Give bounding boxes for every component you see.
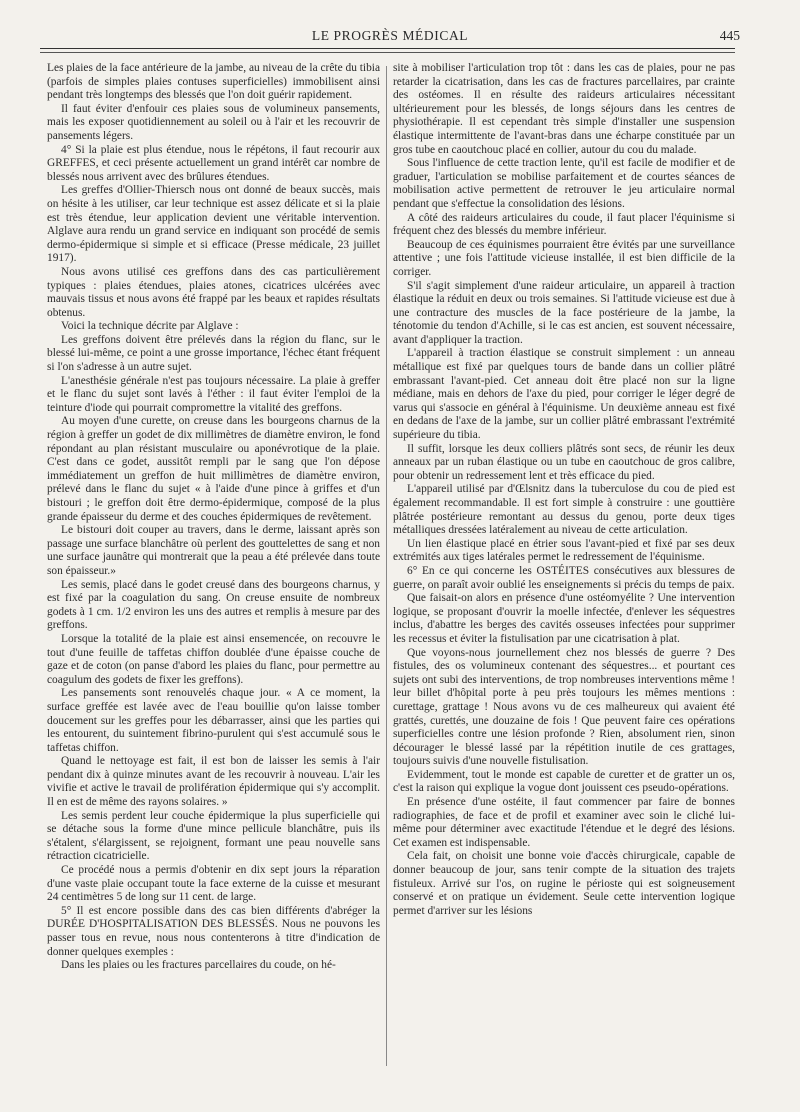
paragraph: Que voyons-nous journellement chez nos blessés de guerre ? Des fistules, des os volumineux contenant des séquestres... et pourtant ces sujets ont subi des interventions, de trop nombreuses interventions même ! leur billet d'hôpital porte à peu près toujours les mêmes mentions : curettage, grattage ! Nous avons vu de ces malheureux qui avaient été grattés, curettés, une douzaine de fois ! Que peuvent faire ces opérations superficielles contre une lésion profonde ? Rien, absolument rien, sinon décourager le blessé lassé par la répétition inutile de ces grattages, toujours suivis d'une nouvelle fistulisation. [393, 646, 735, 768]
paragraph: L'appareil à traction élastique se construit simplement : un anneau métallique est fixé par quelques tours de bande dans un collier plâtré embrassant l'avant-pied. Cet anneau doit être placé non sur la ligne médiane, mais en dehors de l'axe du pied, pour corriger le léger degré de varus qui s'associe en général à l'équinisme. Un deuxième anneau est fixé en dedans de l'axe de la jambe, sur un collier plâtré embrassant l'extrémité supérieure du tibia. [393, 347, 735, 442]
page-number: 445 [719, 28, 740, 43]
paragraph: Il faut éviter d'enfouir ces plaies sous de volumineux pansements, mais les exposer quotidiennement au soleil ou à l'air et les recouvrir de pansements légers. [47, 102, 380, 142]
paragraph: Dans les plaies ou les fractures parcellaires du coude, on hé- [61, 959, 336, 972]
paragraph: 5° Il est encore possible dans des cas bien différents d'abréger la DURÉE D'HOSPITALISATION DES BLESSÉS. Nous ne pouvons les passer tous en revue, nous nous contenterons à titre d'indication de donner quelques exemples : [47, 904, 380, 958]
paragraph: Cela fait, on choisit une bonne voie d'accès chirurgicale, capable de donner beaucoup de jour, sans tenir compte de la situation des trajets fistuleux. Arrivé sur l'os, on rugine le périoste qui est soigneusement conservé et on pratique un évidement. Seule cette intervention logique permet d'arriver sur les lésions [393, 850, 735, 917]
paragraph: Que faisait-on alors en présence d'une ostéomyélite ? Une intervention logique, se proposant d'ouvrir la moelle infectée, d'enlever les séquestres inclus, d'abattre les berges des cavités osseuses infectées pour supprimer les recessus et éviter la fistulisation par une cicatrisation à plat. [393, 592, 735, 645]
paragraph: Sous l'influence de cette traction lente, qu'il est facile de modifier et de graduer, l'articulation se mobilise parfaitement et de courtes séances de mobilisation active permettent de retrouver le jeu articulaire normal pendant que s'effectue la consolidation des lésions. [393, 157, 735, 210]
paragraph: Quand le nettoyage est fait, il est bon de laisser les semis à l'air pendant dix à quinze minutes avant de les recouvrir à nouveau. L'air les vivifie et active le travail de prolifération épidermique qui s'y accomplit. Il en est de même des rayons solaires. » [47, 755, 380, 809]
paragraph: Nous avons utilisé ces greffons dans des cas particulièrement typiques : plaies étendues, plaies atones, cicatrices ulcérées avec mauvais tissus et nous avons été frappé par les beaux et rapides résultats obtenus. [47, 265, 380, 319]
header-rule-thin [40, 52, 735, 53]
paragraph: Les semis, placé dans le godet creusé dans des bourgeons charnus, y est fixé par la coagulation du sang. On creuse ensuite de nombreux godets à 1 cm. 1/2 environ les uns des autres et remplis à mesure par des greffons. [47, 578, 380, 632]
paragraph: Evidemment, tout le monde est capable de curetter et de gratter un os, c'est la raison qui explique la vogue dont jouissent ces pseudo-opérations. [393, 768, 735, 795]
paragraph: Les greffons doivent être prélevés dans la région du flanc, sur le blessé lui-même, ce point a une grosse importance, l'échec étant fréquent si l'on s'adresse à un autre sujet. [47, 333, 380, 374]
paragraph: Voici la technique décrite par Alglave : [61, 320, 239, 333]
paragraph: Les pansements sont renouvelés chaque jour. « A ce moment, la surface greffée est lavée avec de l'eau bouillie qu'on laisse tomber doucement sur les greffes pour les débarrasser, ainsi que les parties qui les entourent, du suintement fibrino-purulent qui s'est accumulé sous le taffetas chiffon. [47, 687, 380, 754]
paragraph: Les greffes d'Ollier-Thiersch nous ont donné de beaux succès, mais on hésite à les utiliser, car leur technique est assez délicate et si la plaie est très étendue, leur application devient une véritable intervention. Alglave aura rendu un grand service en indiquant son procédé de semis dermo-épidermique si simple et si efficace (Presse médicale, 23 juillet 1917). [47, 184, 380, 265]
paragraph: Lorsque la totalité de la plaie est ainsi ensemencée, on recouvre le tout d'une feuille de taffetas chiffon doublée d'une épaisse couche de gaze et de coton (on panse d'abord les plaies du flanc, pour permettre au coagulum des godets de fixer les greffons). [47, 632, 380, 686]
journal-title: LE PROGRÈS MÉDICAL [311, 28, 469, 43]
paragraph: 4° Si la plaie est plus étendue, nous le répétons, il faut recourir aux GREFFES, et ceci présente actuellement un grand intérêt car nombre de blessés nous arrivent avec des brûlures étendues. [47, 143, 380, 183]
paragraph: 6° En ce qui concerne les OSTÉITES consécutives aux blessures de guerre, on paraît avoir oublié les enseignements si précis du temps de paix. [393, 564, 735, 591]
paragraph: site à mobiliser l'articulation trop tôt : dans les cas de plaies, pour ne pas retarder la cicatrisation, dans les cas de fractures parcellaires, par crainte des ostéomes. Il en résulte des raideurs articulaires nécessitant ultérieurement pour les blessés, de longs séjours dans les centres de physiothérapie. Il est cependant très simple d'installer une suspension élastique intermittente de l'avant-bras dans une écharpe constituée par un gros tube en caoutchouc placé en collier, autour du cou du malade. [393, 62, 735, 156]
column-divider [386, 66, 387, 1066]
paragraph: Un lien élastique placé en étrier sous l'avant-pied et fixé par ses deux extrémités aux tiges latérales permet le redressement de l'équinisme. [393, 537, 735, 564]
paragraph: Au moyen d'une curette, on creuse dans les bourgeons charnus de la région à greffer un godet de dix millimètres de diamètre environ, le fond répondant au plan résistant musculaire ou aponévrotique de la plaie. C'est dans ce godet, aussitôt rempli par le sang que l'on dépose immédiatement un greffon de huit millimètres de diamètre environ, prélevé dans le flanc du sujet « à l'aide d'une pince à griffes et d'un bistouri ; le greffon doit être dermo-épidermique, composé de la plus grande épaisseur du derme et des couches épidermiques de revêtement. [47, 415, 380, 523]
paragraph: En présence d'une ostéite, il faut commencer par faire de bonnes radiographies, de face et de profil et examiner avec soin le cliché lui-même pour déterminer avec exactitude l'étendue et le degré des lésions. Cet examen est indispensable. [393, 796, 735, 849]
paragraph: Les semis perdent leur couche épidermique la plus superficielle qui se détache sous la forme d'une mince pellicule blanchâtre, puis ils s'étalent, s'élargissent, se rejoignent, formant une peau nouvelle sans rétraction cicatricielle. [47, 809, 380, 863]
left-column [47, 62, 380, 973]
paragraph: L'anesthésie générale n'est pas toujours nécessaire. La plaie à greffer et le flanc du sujet sont lavés à l'éther : il faut éviter l'emploi de la teinture d'iode qui pourrait compromettre la vitalité des greffons. [47, 374, 380, 414]
page-header [40, 28, 740, 48]
paragraph: S'il s'agit simplement d'une raideur articulaire, un appareil à traction élastique la réduit en deux ou trois semaines. Si l'attitude vicieuse est due à une contracture des muscles de la face postérieure de la jambe, la ténotomie du tendon d'Achille, si le cas est ancien, est souvent nécessaire, avant d'appliquer la traction. [393, 279, 735, 346]
paragraph: Il suffit, lorsque les deux colliers plâtrés sont secs, de réunir les deux anneaux par un ruban élastique ou un tube en caoutchouc de gros calibre, pour obtenir un redressement lent et très efficace du pied. [393, 442, 735, 482]
paragraph: Ce procédé nous a permis d'obtenir en dix sept jours la réparation d'une vaste plaie occupant toute la face externe de la cuisse et mesurant 24 centimètres 5 de long sur 11 cent. de large. [47, 864, 380, 904]
paragraph: Les plaies de la face antérieure de la jambe, au niveau de la crête du tibia (parfois de simples plaies contuses superficielles) immobilisent ainsi pendant très longtemps des blessés que l'on doit guérir rapidement. [47, 62, 380, 102]
header-rule-thick [40, 48, 735, 49]
right-column [393, 62, 735, 918]
paragraph: A côté des raideurs articulaires du coude, il faut placer l'équinisme si fréquent chez des blessés du membre inférieur. [393, 211, 735, 238]
paragraph: L'appareil utilisé par d'Œlsnitz dans la tuberculose du cou de pied est également recommandable. Il est fort simple à construire : une gouttière plâtrée postérieure remontant au dessus du genou, porte deux tiges métalliques dressées latéralement au niveau de cette articulation. [393, 483, 735, 537]
paragraph: Beaucoup de ces équinismes pourraient être évités par une surveillance attentive ; une fois l'attitude vicieuse installée, il est bien difficile de la corriger. [393, 238, 735, 278]
paragraph: Le bistouri doit couper au travers, dans le derme, laissant après son passage une surface blanchâtre où perlent des gouttelettes de sang et non une surface jaunâtre qui montrerait que la peau a été prélevée dans toute son épaisseur.» [47, 524, 380, 577]
